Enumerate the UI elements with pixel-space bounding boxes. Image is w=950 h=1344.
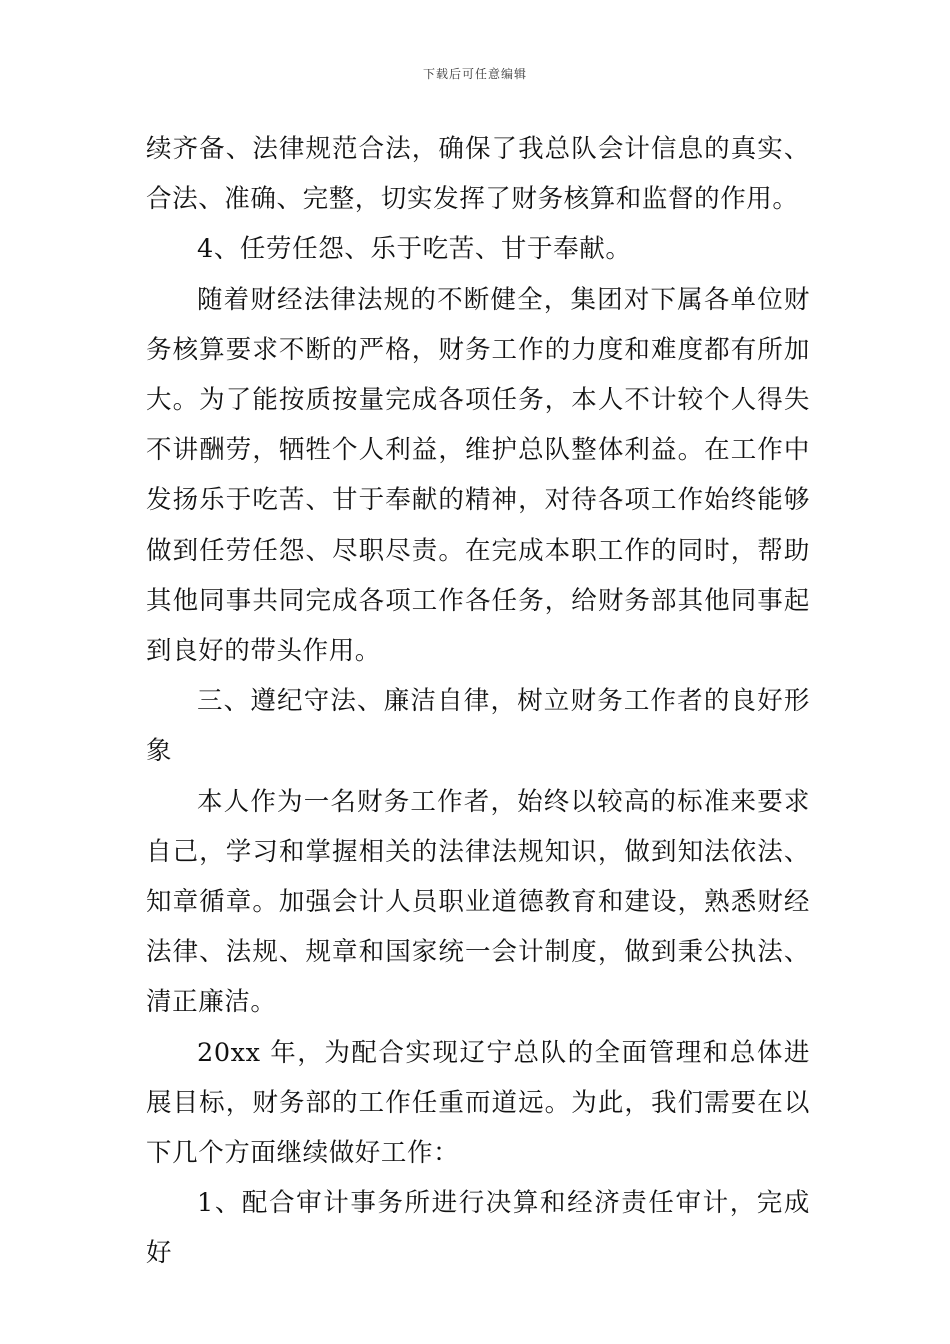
paragraph-integrity: 本人作为一名财务工作者，始终以较高的标准来要求自己，学习和掌握相关的法律法规知识，做到知法依法、知章循章。加强会计人员职业道德教育和建设，熟悉财经法律、法规、规章和国家统一会计制度，做到秉公执法、清正廉洁。 <box>146 786 810 1018</box>
paragraph-item-4-heading: 4、任劳任怨、乐于吃苦、甘于奉献。 <box>197 234 632 265</box>
paragraph-item-1: 1、配合审计事务所进行决算和经济责任审计，完成好 <box>146 1188 810 1269</box>
paragraph-continuation: 续齐备、法律规范合法，确保了我总队会计信息的真实、合法、准确、完整，切实发挥了财务核算和监督的作用。 <box>146 134 810 215</box>
section-heading-3: 三、遵纪守法、廉洁自律，树立财务工作者的良好形象 <box>146 686 810 767</box>
document-body <box>146 124 810 1279</box>
paragraph-next-year: 20xx 年，为配合实现辽宁总队的全面管理和总体进展目标，财务部的工作任重而道远。为此，我们需要在以下几个方面继续做好工作： <box>146 1037 810 1169</box>
page-header: 下载后可任意编辑 <box>422 67 527 81</box>
paragraph-dedication: 随着财经法律法规的不断健全，集团对下属各单位财务核算要求不断的严格，财务工作的力度和难度都有所加大。为了能按质按量完成各项任务，本人不计较个人得失不讲酬劳，牺牲个人利益，维护总队整体利益。在工作中发扬乐于吃苦、甘于奉献的精神，对待各项工作始终能够做到任劳任怨、尽职尽责。在完成本职工作的同时，帮助其他同事共同完成各项工作各任务，给财务部其他同事起到良好的带头作用。 <box>146 284 810 667</box>
